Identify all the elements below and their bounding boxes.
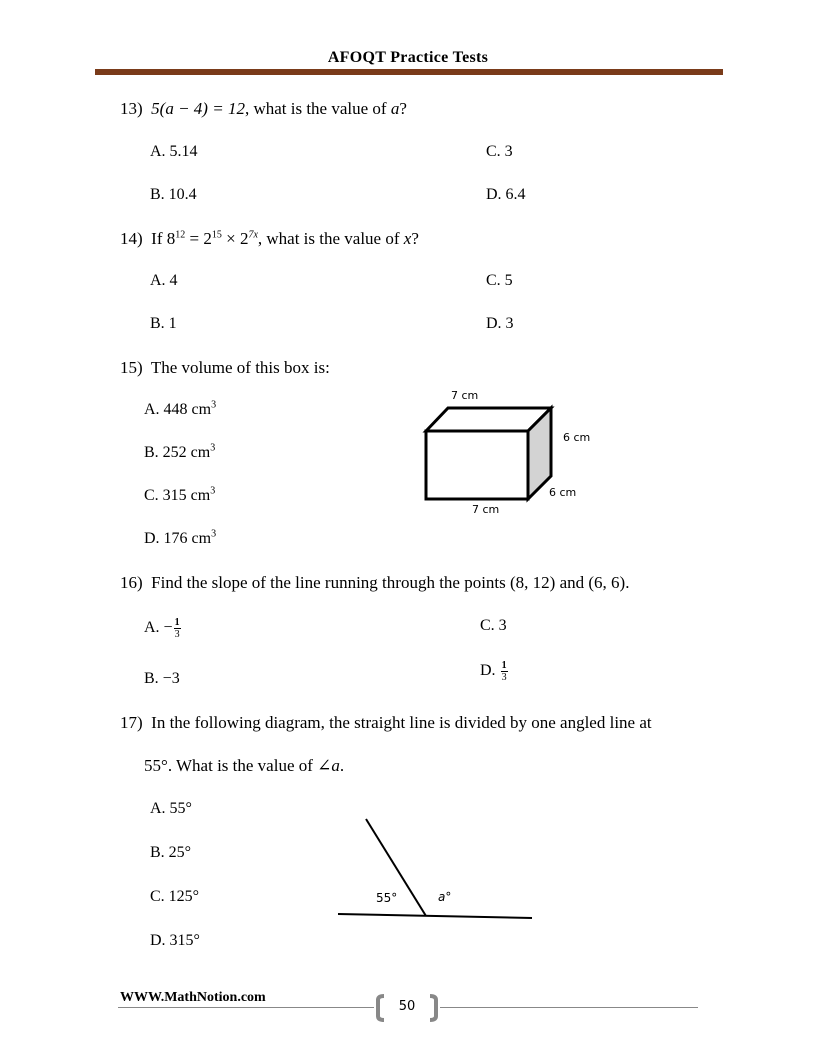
box-depth-label: 6 cm	[549, 486, 577, 499]
unit-exponent: 3	[210, 442, 216, 454]
times-sign: ×	[221, 229, 240, 248]
header-divider	[95, 69, 723, 75]
equals-sign: =	[185, 229, 204, 248]
option-16b[interactable]: B. −3	[144, 670, 180, 687]
angle-diagram	[330, 812, 540, 927]
question-17	[120, 713, 652, 733]
box-front-face	[426, 431, 528, 499]
question-number: 14)	[120, 229, 143, 248]
question-text: Find the slope of the line running through the points (8, 12) and (6, 6).	[151, 573, 630, 592]
question-text: , what is the value of	[257, 229, 404, 248]
option-prefix: D.	[480, 662, 500, 680]
question-14	[120, 229, 419, 249]
option-13a[interactable]: A. 5.14	[150, 143, 198, 160]
option-14b[interactable]: B. 1	[150, 315, 177, 332]
question-13	[120, 99, 407, 119]
option-14d[interactable]: D. 3	[486, 315, 514, 332]
fraction	[174, 617, 181, 640]
box-bottom-label: 7 cm	[472, 503, 500, 516]
box-top-label: 7 cm	[451, 389, 479, 402]
unit-exponent: 3	[211, 528, 217, 540]
option-15d[interactable]	[144, 530, 216, 548]
base-8: 8	[166, 229, 176, 248]
box-diagram	[420, 400, 560, 510]
page-title: AFOQT Practice Tests	[327, 49, 489, 66]
question-15	[120, 358, 330, 378]
exponent-15: 15	[211, 229, 222, 241]
fraction-denominator: 3	[174, 629, 180, 640]
option-17a[interactable]: A. 55°	[150, 800, 192, 817]
option-17b[interactable]: B. 25°	[150, 844, 192, 861]
option-text: B. 252 cm	[144, 444, 211, 461]
option-13b[interactable]: B. 10.4	[150, 186, 197, 203]
option-17c[interactable]: C. 125°	[150, 888, 200, 905]
question-text: . What is the value of ∠	[167, 756, 332, 775]
question-lead: If	[151, 229, 167, 248]
box-height-label: 6 cm	[563, 431, 591, 444]
footer-divider-right	[440, 1007, 698, 1008]
unit-exponent: 3	[211, 399, 217, 411]
base-2: 2	[203, 229, 212, 248]
question-number: 13)	[120, 99, 143, 118]
question-variable: a	[390, 99, 400, 118]
option-16c[interactable]: C. 3	[480, 617, 507, 634]
base-2-second: 2	[239, 229, 249, 248]
option-15a[interactable]	[144, 401, 216, 419]
option-text: C. 315 cm	[144, 487, 211, 504]
question-end: ?	[411, 229, 419, 248]
option-16a[interactable]	[144, 617, 181, 640]
fraction-numerator: 1	[501, 660, 507, 671]
option-text: D. 176 cm	[144, 530, 212, 547]
unit-exponent: 3	[210, 485, 216, 497]
exponent-12: 12	[175, 229, 186, 241]
question-expression: 5(a − 4) = 12	[151, 99, 245, 118]
question-variable: a	[331, 756, 340, 775]
question-end: .	[339, 756, 345, 775]
option-17d[interactable]: D. 315°	[150, 932, 200, 949]
angle-55-label: 55°	[376, 891, 398, 905]
option-prefix: A. −	[144, 619, 173, 637]
option-14c[interactable]: C. 5	[486, 272, 513, 289]
option-text: A. 448 cm	[144, 401, 212, 418]
fraction-denominator: 3	[501, 672, 507, 683]
question-number: 16)	[120, 573, 143, 592]
page-number: 50	[398, 999, 416, 1014]
fraction	[501, 660, 508, 683]
fraction-numerator: 1	[174, 617, 180, 628]
question-text: The volume of this box is:	[150, 358, 330, 377]
exponent-7x: 7x	[248, 229, 258, 241]
question-variable: x	[403, 229, 412, 248]
option-15b[interactable]	[144, 444, 215, 462]
footer-website: WWW.MathNotion.com	[120, 990, 266, 1005]
question-17-line-2	[144, 756, 344, 776]
angle-a-label: a°	[438, 890, 452, 904]
option-15c[interactable]	[144, 487, 215, 505]
footer-divider-left	[118, 1007, 374, 1008]
option-16d[interactable]	[480, 660, 508, 683]
option-13d[interactable]: D. 6.4	[486, 186, 526, 203]
option-14a[interactable]: A. 4	[150, 272, 178, 289]
question-text: In the following diagram, the straight line is divided by one angled line at	[151, 713, 652, 732]
question-number: 17)	[120, 713, 143, 732]
question-16	[120, 573, 629, 593]
question-end: ?	[399, 99, 407, 118]
straight-line	[338, 914, 532, 918]
option-13c[interactable]: C. 3	[486, 143, 513, 160]
question-number: 15)	[120, 358, 143, 377]
angle-value: 55°	[144, 756, 168, 775]
question-text: , what is the value of	[244, 99, 391, 118]
